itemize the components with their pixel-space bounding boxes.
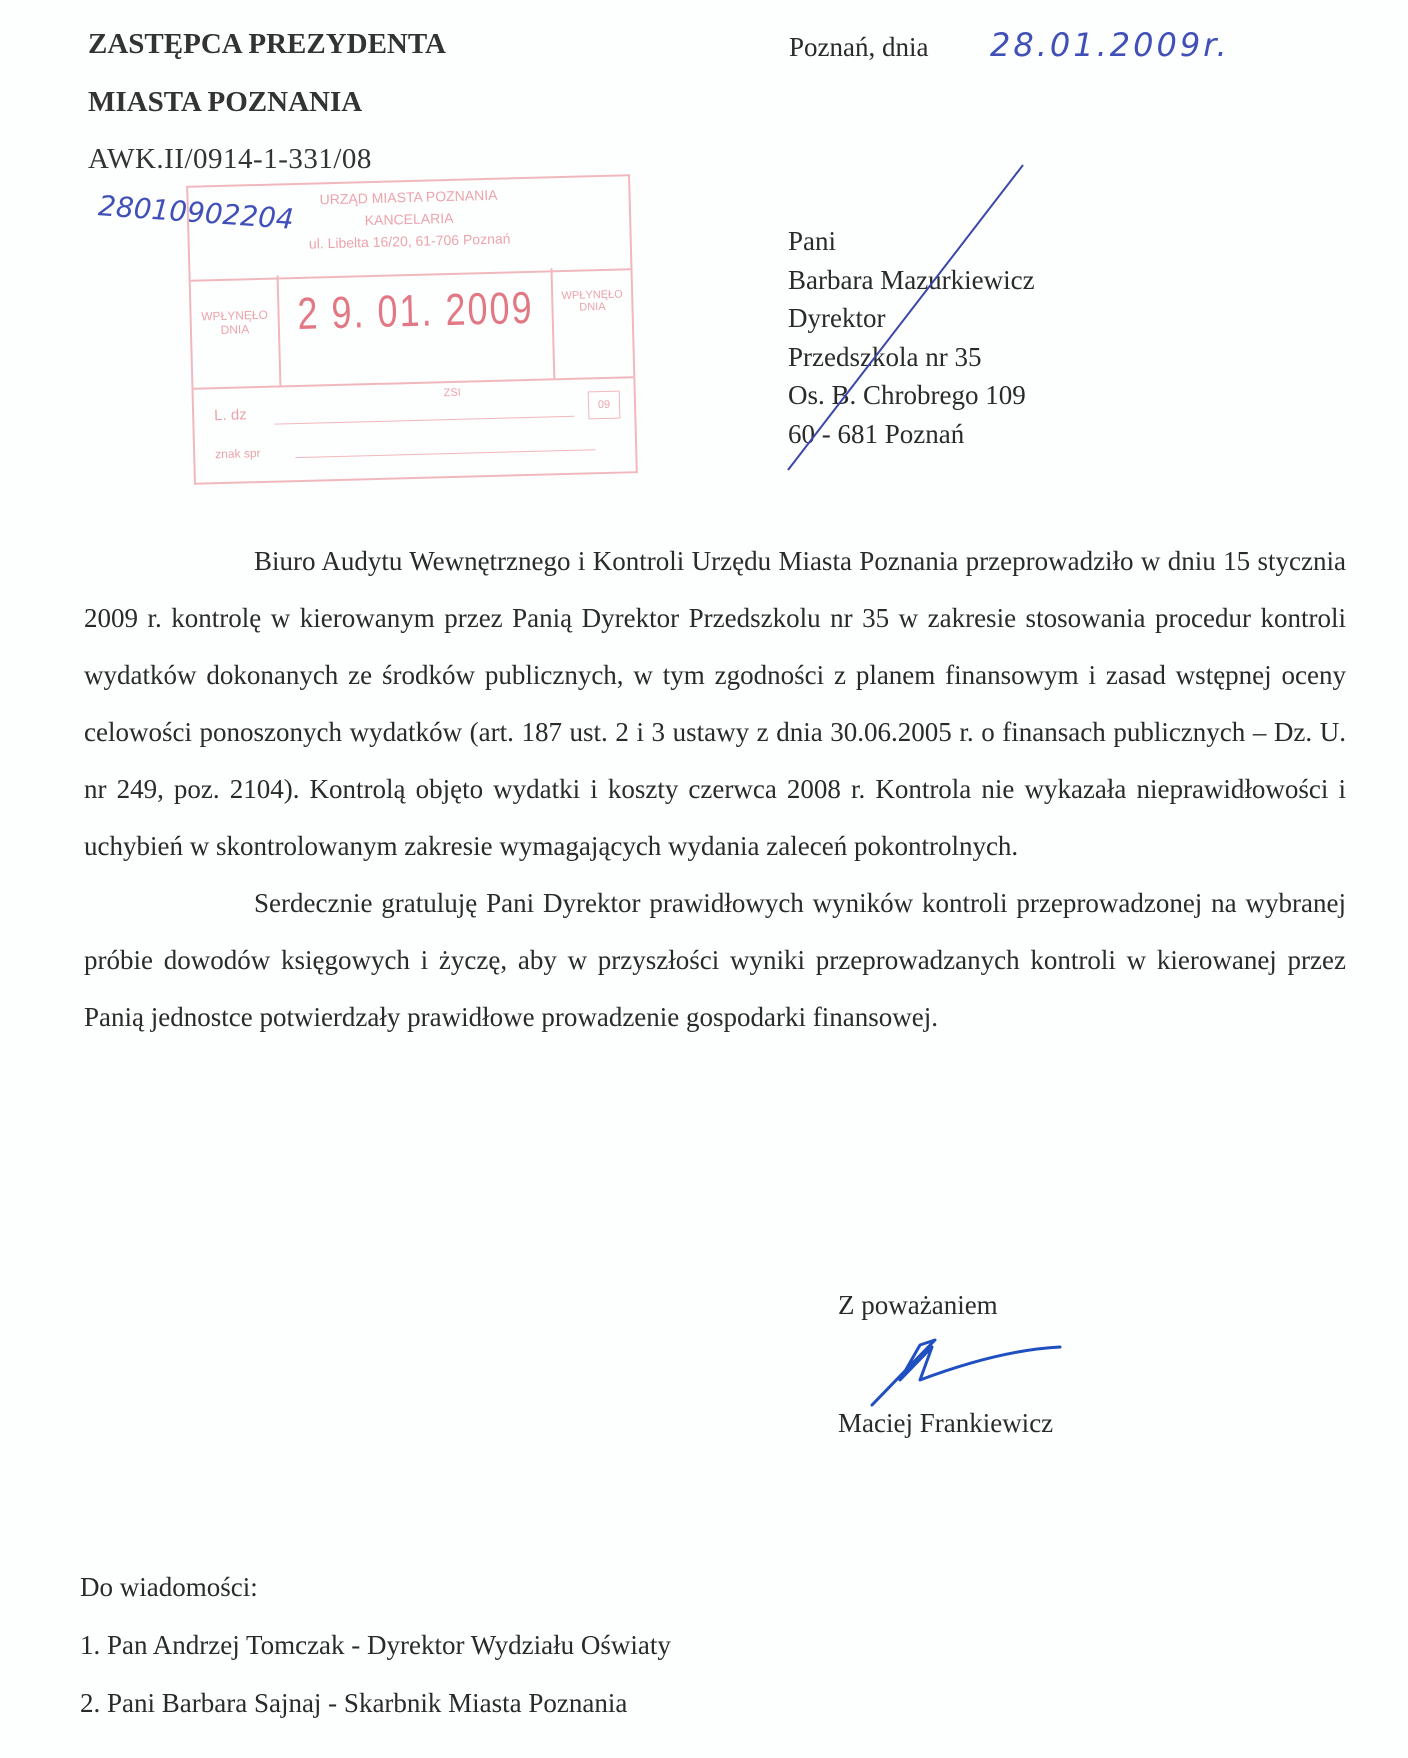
recipient-line: Dyrektor bbox=[788, 303, 886, 333]
body-paragraph-1: Biuro Audytu Wewnętrznego i Kontroli Urzędu Miasta Poznania przeprowadziło w dniu 15 stycznia 2009 r. kontrolę w kierowanym przez Panią Dyrektor Przedszkolu nr 35 w zakresie stosowania procedur kontroli wydatków dokonanych ze środków publicznych, w tym zgodności z planem finansowym i zasad wstępnej oceny celowości ponoszonych wydatków (art. 187 ust. 2 i 3 ustawy z dnia 30.06.2005 r. o finansach publicznych – Dz. U. nr 249, poz. 2104). Kontrolą objęto wydatki i koszty czerwca 2008 r. Kontrola nie wykazała nieprawidłowości i uchybień w skontrolowanym zakresie wymagających wydania zaleceń pokontrolnych. bbox=[84, 546, 1346, 861]
closing-salutation: Z poważaniem bbox=[838, 1290, 998, 1320]
stamp-year-box: 09 bbox=[588, 391, 621, 420]
recipient-line: Pani bbox=[788, 226, 837, 256]
sender-title-line2: MIASTA POZNANIA bbox=[88, 86, 363, 118]
stamp-line1: URZĄD MIASTA POZNANIA bbox=[319, 186, 498, 208]
stamp-line3: ul. Libelta 16/20, 61-706 Poznań bbox=[308, 230, 511, 252]
cc-item: 1. Pan Andrzej Tomczak - Dyrektor Wydziału Oświaty bbox=[80, 1630, 671, 1660]
sender-title-line1: ZASTĘPCA PREZYDENTA bbox=[88, 28, 446, 60]
handwritten-date: 28.01.2009r. bbox=[990, 26, 1230, 64]
recipient-line: Barbara Mazurkiewicz bbox=[788, 264, 1035, 295]
stamp-ldz: L. dz bbox=[213, 406, 247, 425]
recipient-line: 60 - 681 Poznań bbox=[788, 418, 965, 449]
cc-heading: Do wiadomości: bbox=[80, 1572, 258, 1602]
stamp-date: 2 9. 01. 2009 bbox=[296, 281, 535, 339]
recipient-line: Os. B. Chrobrego 109 bbox=[788, 380, 1026, 410]
signatory-name: Maciej Frankiewicz bbox=[838, 1408, 1054, 1438]
stamp-right-label: WPŁYNĘŁO DNIA bbox=[550, 266, 633, 378]
letter-body bbox=[84, 533, 1346, 1046]
stamp-line2: KANCELARIA bbox=[364, 209, 454, 229]
place-date-label: Poznań, dnia bbox=[789, 32, 929, 62]
signature-mark bbox=[872, 1340, 1060, 1405]
handwritten-registry-number: 28010902204 bbox=[97, 189, 295, 236]
stamp-znak: znak spr bbox=[215, 446, 261, 462]
stamp-zsi: ZSI bbox=[443, 386, 461, 400]
recipient-line: Przedszkola nr 35 bbox=[788, 341, 982, 372]
reference-number: AWK.II/0914-1-331/08 bbox=[88, 143, 372, 175]
diagonal-pen-line bbox=[788, 165, 1023, 470]
stamp-left-label: WPŁYNĘŁO DNIA bbox=[191, 275, 282, 387]
body-paragraph-2: Serdecznie gratuluję Pani Dyrektor prawidłowych wyników kontroli przeprowadzonej na wybranej próbie dowodów księgowych i życzę, aby w przyszłości wyniki przeprowadzanych kontroli w kierowanej przez Panią jednostce potwierdzały prawidłowe prowadzenie gospodarki finansowej. bbox=[84, 888, 1346, 1032]
cc-item: 2. Pani Barbara Sajnaj - Skarbnik Miasta Poznania bbox=[80, 1688, 628, 1718]
